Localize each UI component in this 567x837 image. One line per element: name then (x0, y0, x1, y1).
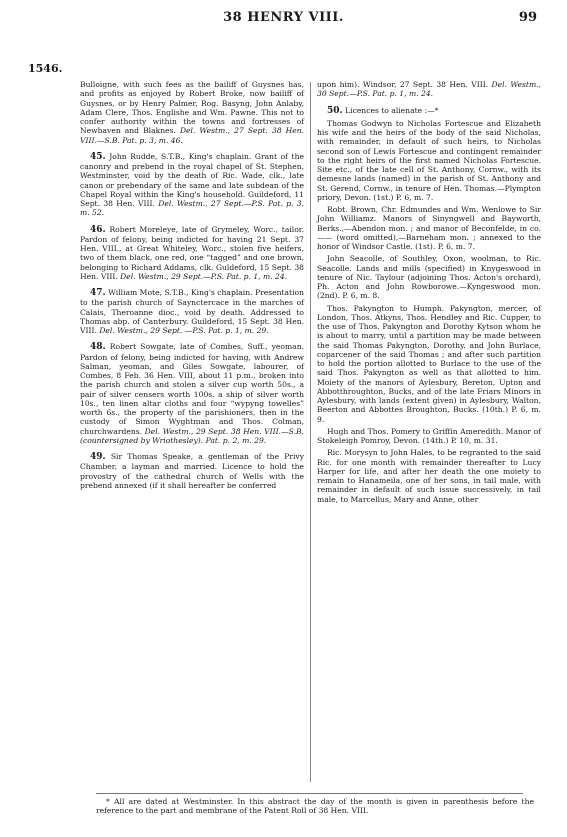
running-header (0, 8, 567, 30)
entry-47 (80, 288, 304, 335)
entry-reference: Del. Westm., 27 Sept. 38 Hen. VIII.—S.B. Pat. p. 3, m. 46. (80, 126, 305, 145)
year-marker: 1546. (28, 62, 63, 75)
entry-text: upon him). Windsor, 27 Sept. 38 Hen. VIII. (317, 80, 489, 89)
entry-46 (80, 225, 304, 282)
entry-number: 46. (90, 224, 106, 235)
licence-item (317, 427, 541, 446)
entry-text: Sir Thomas Speake, a gentleman of the Privy Chamber, a layman and married. Licence to hold the provostry of the cathedral church of Wells with the prebend annexed (if it shall hereafter be conferred (80, 452, 304, 490)
entry-text: John Rudde, S.T.B., King's chaplain. Grant of the canonry and prebend in the royal chapel of St. Stephen, Westminster, void by the death of Ric. Wade, clk., late canon or prebendary of the same and late subdean of the Chapel Royal within the King's household. Guildeford, 11 Sept. 38 Hen. VIII. (80, 151, 304, 208)
entry-50 (317, 106, 541, 116)
entry-reference: Del. Westm., 29 Sept. 38 Hen. VIII.—S.B. (countersigned by Wriothesley). Pat. p. 2, m. 29. (80, 426, 304, 445)
licence-text: Hugh and Thos. Pomery to Griffin Ameredith. Manor of Stokeleigh Pomroy, Devon. (14th.) P. 10, m. 31. (317, 426, 541, 445)
entry-text: Robert Sowgate, late of Combes, Suff., yeoman. Pardon of felony, being indicted for having, with Andrew Salman, yeoman, and Giles Sowgate, labourer, of Combes, 8 Feb. 36 Hen. VIII, about 11 p.m., broken into the parish church and stolen a silver cup worth 50s., a pair of silver censers worth 100s. a ship of silver worth 10s., ten linen altar cloths and four “wypyng towelles” worth 6s., the property of the parishioners, then in the custody of Simon Wyghtman and Thos. Colman, churchwardens. (80, 342, 304, 436)
entry-reference: Del. Westm., 30 Sept.—P.S. Pat. p. 1, m. 24. (317, 80, 541, 99)
entry-number: 47. (90, 288, 106, 298)
entry-number: 48. (90, 342, 106, 353)
licence-text: Thomas Godwyn to Nicholas Fortescue and Elizabeth his wife and the heirs of the body of the said Nicholas, with remainder, in default of such heirs, to Nicholas second son of Lewis Fortescue and contingent remainder to the right heirs of the first named Nicholas Fortescue. Site etc., of the late cell of St. Anthony, Cornw., with its demesne lands (named) in the parish of St. Anthony and St. Gerend, Cornw., in tenure of Hen. Thomas.—Plympton priory, Devon. (1st.) P. 6, m. 7. (317, 118, 541, 202)
licence-item (317, 304, 541, 424)
entry-49 (80, 452, 304, 490)
entry-continuation (80, 80, 304, 145)
entry-number: 49. (90, 452, 106, 462)
entry-48 (80, 342, 304, 445)
licence-text: Ric. Morysyn to John Hales, to be regranted to the said Ric. for one month with remainder thereafter to Lucy Harper for life, and after her death the one moiety to remain to Hanameila, one of her sons, in tail male, with remainder in default of such issue successively, in tail male, to Marcellus, Mary and Anne, other (317, 448, 541, 504)
entry-text: Robert Moreleye, late of Grymeley, Worc., tailor. Pardon of felony, being indicted for having 21 Sept. 37 Hen. VIII., at Great Whiteley, Worc., stolen five heifers, two of them black, one red, one “tagged” and one brown, belonging to Richard Addams, clk. Guldeford, 15 Sept. 38 Hen. VIII. (80, 224, 304, 281)
licence-item (317, 254, 541, 300)
entry-45 (80, 152, 304, 218)
left-column (80, 80, 304, 497)
licence-text: John Seacolle, of Southley, Oxon, woolman, to Ric. Seacolle. Lands and mills (specified) in Knygeswood in tenure of Nic. Taylour (adjoining Thos. Acton's orchard), Ph. Acton and John Rowborowe.—Kyngeswood mon. (2nd). P. 6, m. 8. (317, 254, 541, 301)
footnote: * All are dated at Westminster. In this abstract the day of the month is given in parenthesis before the reference to the part and membrane of the Patent Roll of 38 Hen. VIII. (96, 797, 534, 816)
licence-item (317, 448, 541, 504)
running-title: 38 HENRY VIII. (223, 10, 344, 25)
footnote-rule (96, 793, 523, 794)
entry-reference: Del. Westm., 29 Sept.—P.S. Pat. p. 1, m. 24. (120, 271, 288, 281)
entry-reference: Del. Westm., 29 Sept. —P.S. Pat. p. 1, m. 29. (99, 326, 269, 335)
licence-text: Robt. Brown, Chr. Edmundes and Wm. Wenlowe to Sir John Williamz. Manors of Sinyngwell and Bayworth, Berks.,—Abendon mon. ; and manor of Beconfelde, in co.—— (word omitted),—Barneham mon. ; annexed to the honor of Windsor Castle. (1st). P. 6, m. 7. (317, 205, 541, 251)
entry-text: William Mote, S.T.B., King's chaplain. Presentation to the parish church of Saynctercace in the marches of Calais, Theroanne dioc., void by death. Addressed to Thomas abp. of Canterbury. Guildeford, 15 Sept. 38 Hen. VIII. (80, 288, 304, 335)
entry-reference: Del. Westm., 27 Sept.—P.S. Pat. p. 3, m. 52. (80, 199, 305, 218)
entry-number: 45. (90, 151, 106, 162)
page-number: 99 (518, 10, 537, 25)
entry-continuation (317, 80, 541, 99)
entry-number: 50. (327, 105, 343, 116)
licence-item (317, 119, 541, 202)
right-column (317, 80, 541, 507)
column-divider (310, 82, 311, 782)
entry-text: Licences to alienate :—* (345, 105, 439, 115)
entry-text: Bulloigne, with such fees as the bailiff of Guysnes has, and profits as enjoyed by Robert Broke, now bailiff of Guysnes, or by Henry Palmer, Rog. Basyng, John Anlaby, Adam Clere, Thos. Englishe and Wm. Pawne. This not to confer authority within the towns and fortresses of Newhaven and Blaknes. (80, 80, 304, 136)
licence-text: Thos. Pakyngton to Humph. Pakyngton, mercer, of London, Thos. Atkyns, Thos. Hendley and Ric. Cupper, to the use of Thos. Pakyngton and Dorothy Kytson whom he is about to marry, until a partition may be made between the said Thomas Pakyngton, Dorothy, and John Burlace, coparcener of the said Thomas ; and after such partition to hold the portion allotted to Burlace to the use of the said Thos. Pakyngton as well as that allotted to him. Moiety of the manors of Aylesbury, Bereton, Upton and Abbotthroughton, Bucks, and of the late Friars Minors in Aylesbury, with lands (extent given) in Aylesbury, Walton, Beerton and Abbottes Broughton, Bucks. (10th.) P. 6, m. 9. (317, 303, 541, 424)
licence-item (317, 205, 541, 251)
